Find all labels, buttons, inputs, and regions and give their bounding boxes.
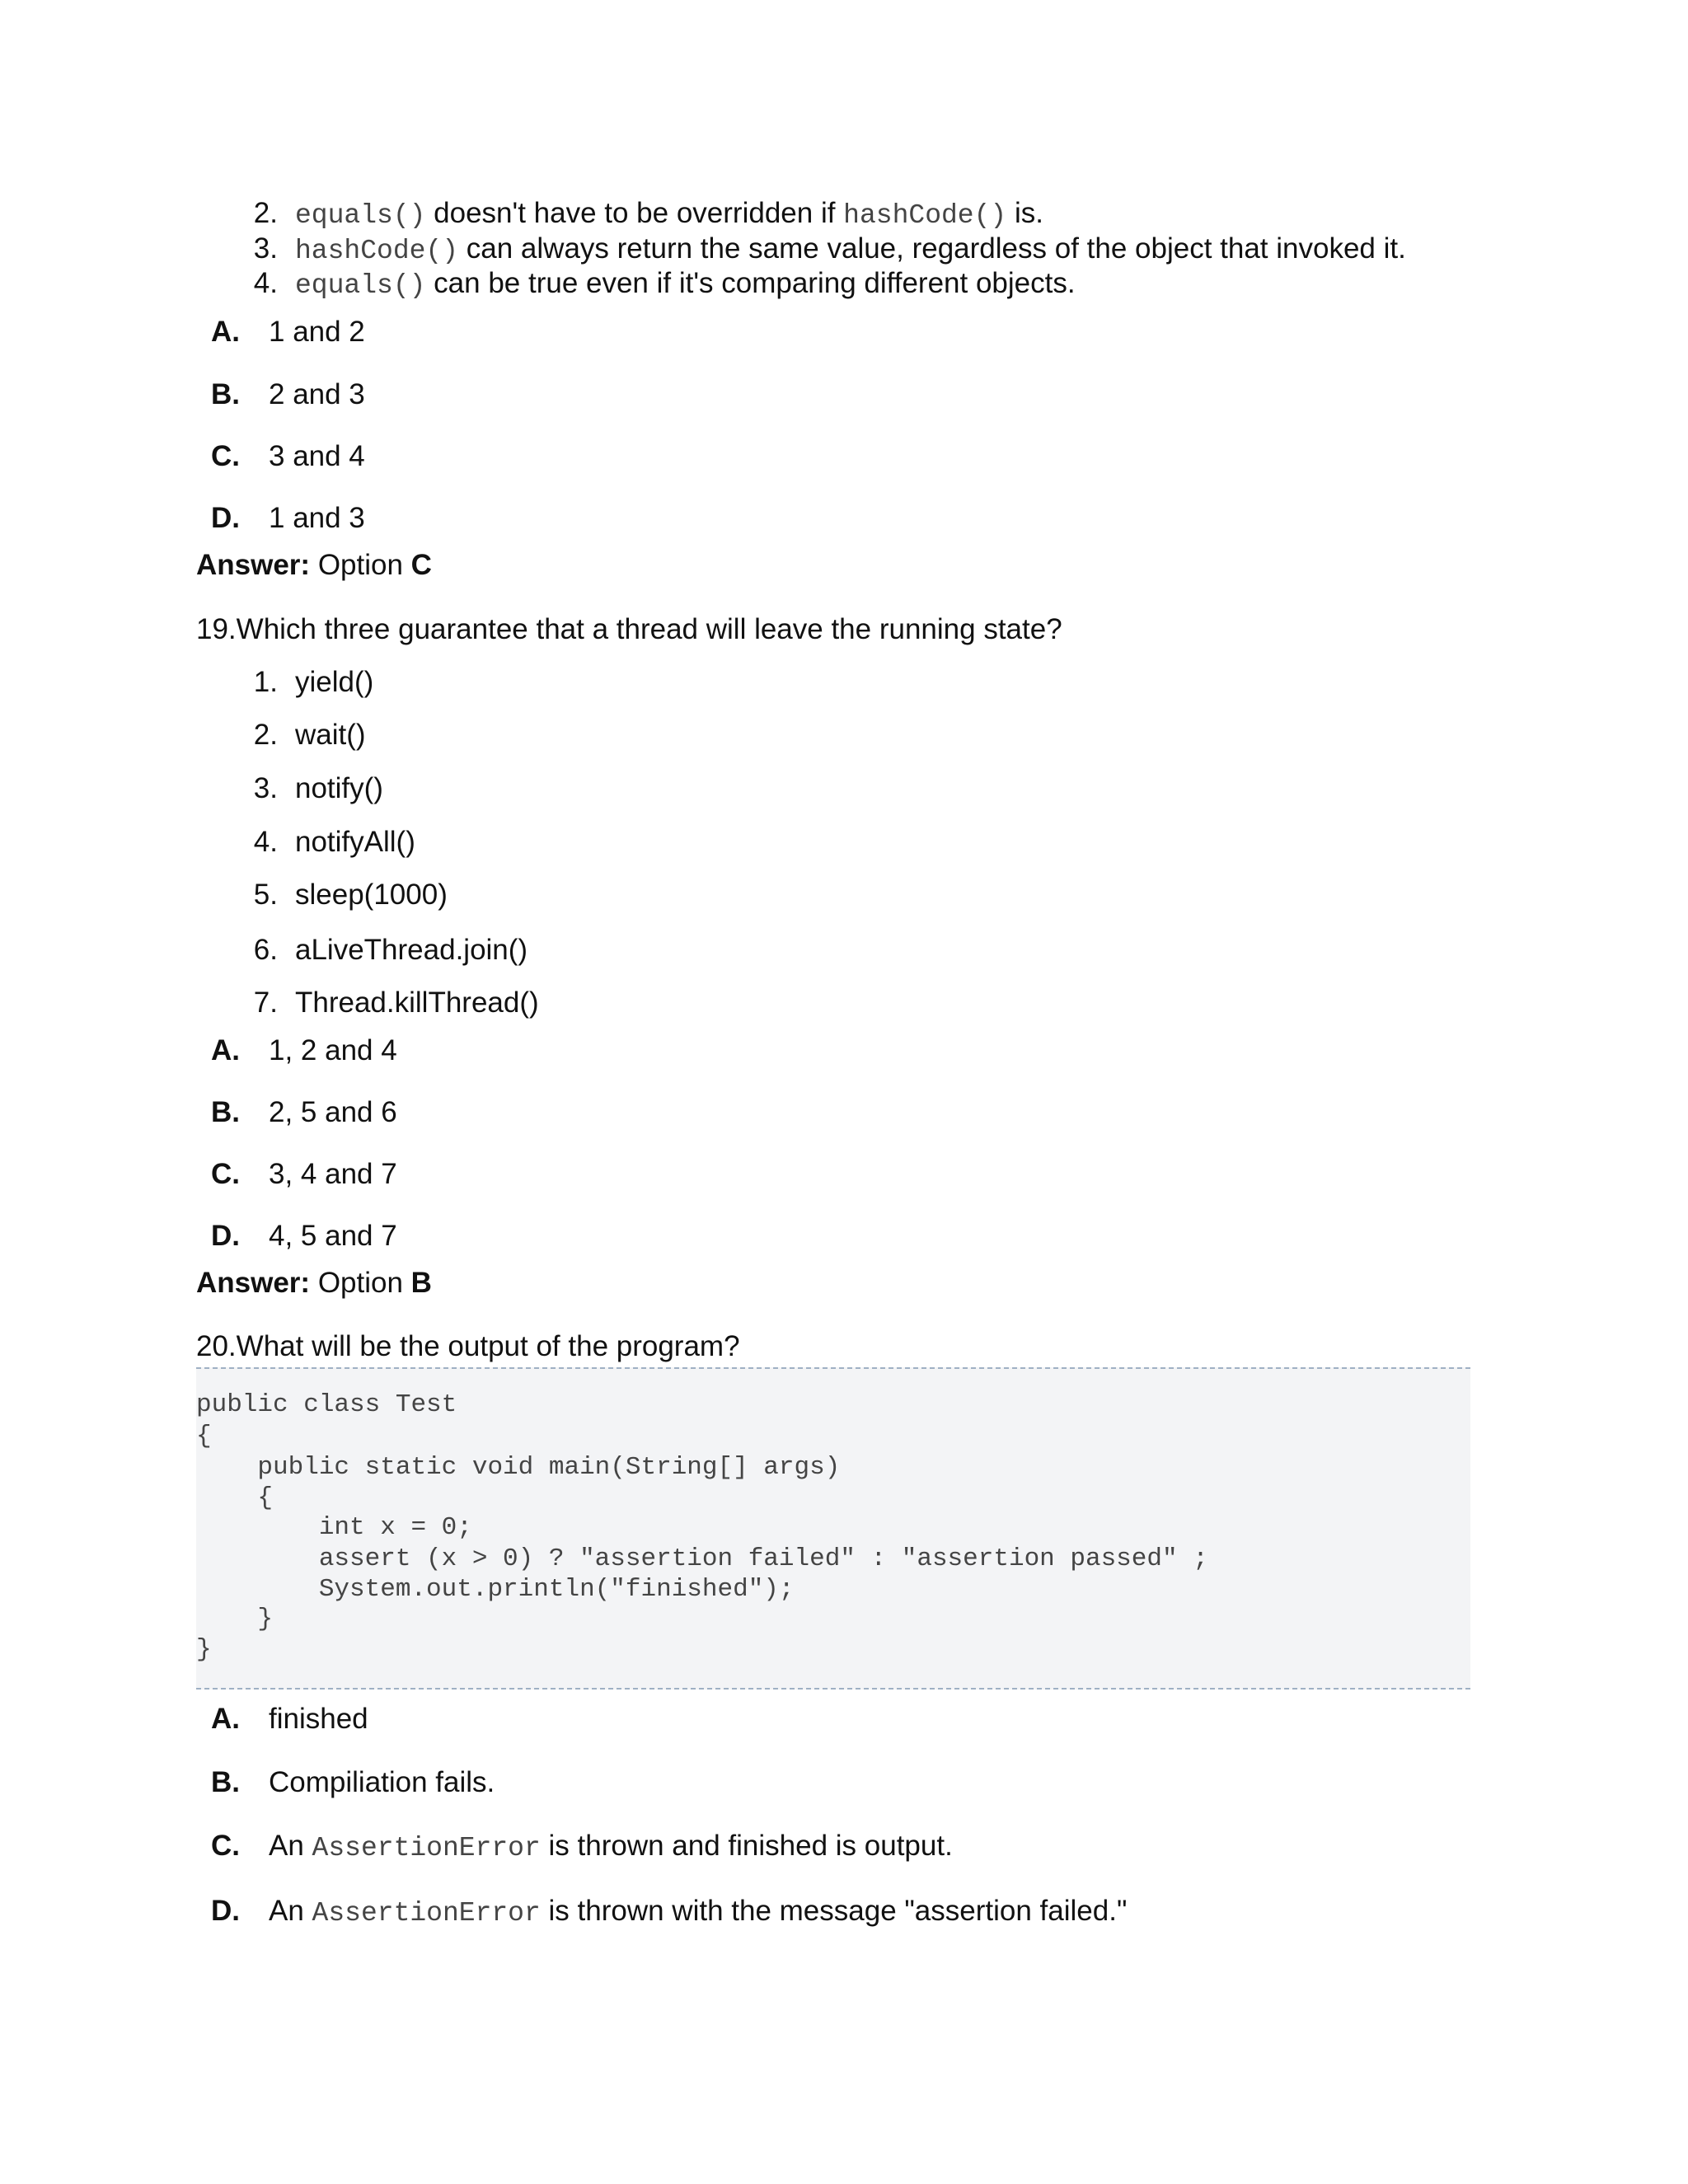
code-equals: equals() xyxy=(295,200,426,231)
code-assertionerror: AssertionError xyxy=(312,1898,541,1929)
q20-question: 20.What will be the output of the program? xyxy=(196,1330,740,1362)
item-number: 7. xyxy=(253,987,278,1019)
answer-value: B xyxy=(410,1267,432,1299)
option-text: 1 and 3 xyxy=(269,502,365,534)
code-line: int x = 0; xyxy=(196,1513,472,1542)
answer-text: Option xyxy=(310,1267,411,1299)
option-letter: C. xyxy=(211,440,240,472)
option-letter: D. xyxy=(211,1220,240,1252)
option-letter: C. xyxy=(211,1158,240,1190)
code-line: } xyxy=(196,1605,274,1633)
code-equals: equals() xyxy=(295,270,426,301)
statement-text: can be true even if it's comparing different objects. xyxy=(425,267,1076,299)
item-text: sleep(1000) xyxy=(295,879,448,911)
option-text: Compiliation fails. xyxy=(269,1766,495,1798)
option-text: 3, 4 and 7 xyxy=(269,1158,397,1190)
q19-answer xyxy=(196,1264,432,1302)
answer-text: Option xyxy=(310,549,411,581)
option-letter: B. xyxy=(211,1766,240,1798)
option-letter: A. xyxy=(211,1703,240,1735)
code-line: public class Test xyxy=(196,1390,457,1419)
option-letter: A. xyxy=(211,316,240,348)
code-line: { xyxy=(196,1483,274,1512)
statement-text: can always return the same value, regardless of the object that invoked it. xyxy=(458,232,1406,265)
code-line: public static void main(String[] args) xyxy=(196,1453,841,1482)
code-line: assert (x > 0) ? "assertion failed" : "assertion passed" ; xyxy=(196,1544,1208,1573)
option-letter: C. xyxy=(211,1830,240,1862)
code-block xyxy=(196,1367,1470,1690)
code-line: { xyxy=(196,1422,212,1451)
option-text: An xyxy=(269,1895,312,1927)
statement-text: is. xyxy=(1006,197,1043,229)
option-text: is thrown with the message "assertion failed." xyxy=(540,1895,1128,1927)
item-text: yield() xyxy=(295,666,374,698)
option-letter: D. xyxy=(211,502,240,534)
item-number: 3. xyxy=(253,772,278,804)
option-text: 1, 2 and 4 xyxy=(269,1034,397,1066)
item-number: 6. xyxy=(253,934,278,966)
q18-answer xyxy=(196,546,432,584)
item-text: aLiveThread.join() xyxy=(295,934,528,966)
option-text: 2, 5 and 6 xyxy=(269,1096,397,1128)
option-text: is thrown and finished is output. xyxy=(540,1830,953,1862)
item-number: 5. xyxy=(253,879,278,911)
option-text: 2 and 3 xyxy=(269,378,365,410)
option-text: 4, 5 and 7 xyxy=(269,1220,397,1252)
item-number: 4. xyxy=(253,826,278,858)
statement-number: 3. xyxy=(253,232,278,265)
option-letter: B. xyxy=(211,378,240,410)
item-number: 2. xyxy=(253,719,278,751)
code-line: } xyxy=(196,1635,212,1664)
option-letter: D. xyxy=(211,1895,240,1927)
answer-value: C xyxy=(410,549,432,581)
code-line: System.out.println("finished"); xyxy=(196,1575,795,1604)
option-text: 1 and 2 xyxy=(269,316,365,348)
item-text: Thread.killThread() xyxy=(295,987,539,1019)
item-text: notify() xyxy=(295,772,383,804)
statement-number: 2. xyxy=(253,197,278,229)
option-letter: B. xyxy=(211,1096,240,1128)
code-hashcode: hashCode() xyxy=(843,200,1007,231)
code-assertionerror: AssertionError xyxy=(312,1833,541,1863)
answer-label: Answer: xyxy=(196,549,311,581)
answer-label: Answer: xyxy=(196,1267,311,1299)
option-text: An xyxy=(269,1830,312,1862)
option-text: finished xyxy=(269,1703,368,1735)
option-letter: A. xyxy=(211,1034,240,1066)
option-text: 3 and 4 xyxy=(269,440,365,472)
statement-number: 4. xyxy=(253,267,278,299)
q19-question: 19.Which three guarantee that a thread will leave the running state? xyxy=(196,613,1062,645)
statement-text: doesn't have to be overridden if xyxy=(425,197,844,229)
item-text: notifyAll() xyxy=(295,826,415,858)
item-text: wait() xyxy=(295,719,366,751)
item-number: 1. xyxy=(253,666,278,698)
code-hashcode: hashCode() xyxy=(295,236,459,266)
